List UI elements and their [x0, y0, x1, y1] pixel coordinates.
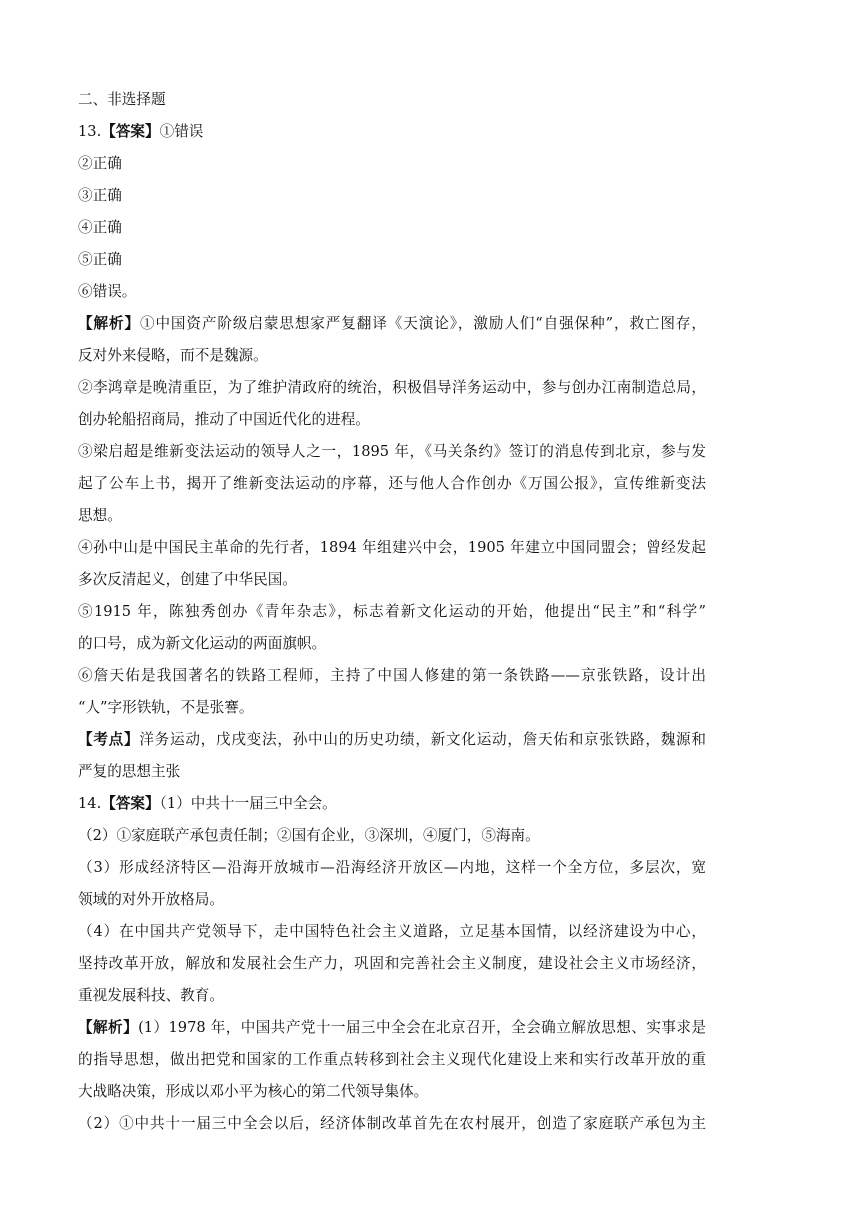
q14-answer-tag: 【答案】 — [101, 795, 160, 812]
q14-analysis-line: （2）①中共十一届三中全会以后，经济体制改革首先在农村展开，创造了家庭联产承包为主 — [78, 1115, 706, 1132]
q14-answer-text: （1）中共十一届三中全会。 — [159, 795, 337, 812]
q13-analysis-line: ④孙中山是中国民主革命的先行者，1894 年组建兴中会，1905 年建立中国同盟会；曾经发起 — [78, 539, 706, 556]
q14-answer-line: 领域的对外开放格局。 — [78, 891, 224, 908]
q13-analysis-line: 思想。 — [78, 507, 122, 524]
q13-analysis-tag: 【解析】 — [78, 315, 140, 332]
q14-analysis-tag: 【解析】 — [78, 1019, 139, 1036]
q13-analysis-line: ③梁启超是维新变法运动的领导人之一，1895 年，《马关条约》签订的消息传到北京，参与发 — [78, 443, 706, 460]
q14-answer-line: （2）①家庭联产承包责任制；②国有企业，③深圳，④厦门，⑤海南。 — [78, 827, 540, 844]
q14-analysis-line: 大战略决策，形成以邓小平为核心的第二代领导集体。 — [78, 1083, 429, 1100]
document-page — [78, 84, 706, 1140]
q13-answer-3: ③正确 — [78, 187, 122, 204]
q13-analysis-line: 多次反清起义，创建了中华民国。 — [78, 571, 297, 588]
q13-answer-line — [78, 116, 706, 148]
q14-answer-line: （4）在中国共产党领导下，走中国特色社会主义道路，立足基本国情，以经济建设为中心， — [78, 923, 706, 940]
q13-answer-2: ②正确 — [78, 155, 122, 172]
q13-kaodian-line — [78, 724, 706, 756]
q13-analysis-line: “人”字形铁轨，不是张謇。 — [78, 699, 254, 716]
q13-analysis-line: 反对外来侵略，而不是魏源。 — [78, 347, 268, 364]
q13-analysis-line: ⑥詹天佑是我国著名的铁路工程师，主持了中国人修建的第一条铁路——京张铁路，设计出 — [78, 667, 706, 684]
q14-analysis-line — [78, 1012, 706, 1044]
q13-analysis-line: 创办轮船招商局，推动了中国近代化的进程。 — [78, 411, 370, 428]
q13-kaodian-text: 洋务运动，戊戌变法，孙中山的历史功绩，新文化运动，詹天佑和京张铁路，魏源和 — [139, 731, 706, 748]
q14-answer-line: 重视发展科技、教育。 — [78, 987, 224, 1004]
section-title: 二、非选择题 — [78, 91, 166, 108]
q13-answer-6: ⑥错误。 — [78, 283, 137, 300]
q13-analysis-line: ②李鸿章是晚清重臣，为了维护清政府的统治，积极倡导洋务运动中，参与创办江南制造总局， — [78, 379, 706, 396]
q13-answer-tag: 【答案】 — [101, 123, 160, 140]
q14-number: 14. — [78, 795, 102, 812]
q13-answer-1: ①错误 — [159, 123, 204, 140]
q13-answer-5: ⑤正确 — [78, 251, 122, 268]
q13-kaodian-line: 严复的思想主张 — [78, 763, 181, 780]
q13-analysis-line: 的口号，成为新文化运动的两面旗帜。 — [78, 635, 327, 652]
q13-analysis-line — [78, 308, 706, 340]
q14-answer-line: 坚持改革开放，解放和发展社会生产力，巩固和完善社会主义制度，建设社会主义市场经济， — [78, 955, 706, 972]
q13-kaodian-tag: 【考点】 — [78, 731, 140, 748]
q13-answer-4: ④正确 — [78, 219, 122, 236]
q13-analysis-line: ⑤1915 年，陈独秀创办《青年杂志》，标志着新文化运动的开始，他提出“民主”和“科学” — [78, 603, 706, 620]
q14-answer-line — [78, 788, 706, 820]
q14-answer-line: （3）形成经济特区—沿海开放城市—沿海经济开放区—内地，这样一个全方位，多层次，宽 — [78, 859, 706, 876]
q13-analysis-line: 起了公车上书，揭开了维新变法运动的序幕，还与他人合作创办《万国公报》，宣传维新变法 — [78, 475, 706, 492]
q14-analysis-text: (1）1978 年，中国共产党十一届三中全会在北京召开，全会确立解放思想、实事求是 — [138, 1019, 706, 1036]
q13-analysis-text: ①中国资产阶级启蒙思想家严复翻译《天演论》，激励人们“自强保种”，救亡图存， — [139, 315, 706, 332]
q14-analysis-line: 的指导思想，做出把党和国家的工作重点转移到社会主义现代化建设上来和实行改革开放的重 — [78, 1051, 706, 1068]
q13-number: 13. — [78, 123, 102, 140]
